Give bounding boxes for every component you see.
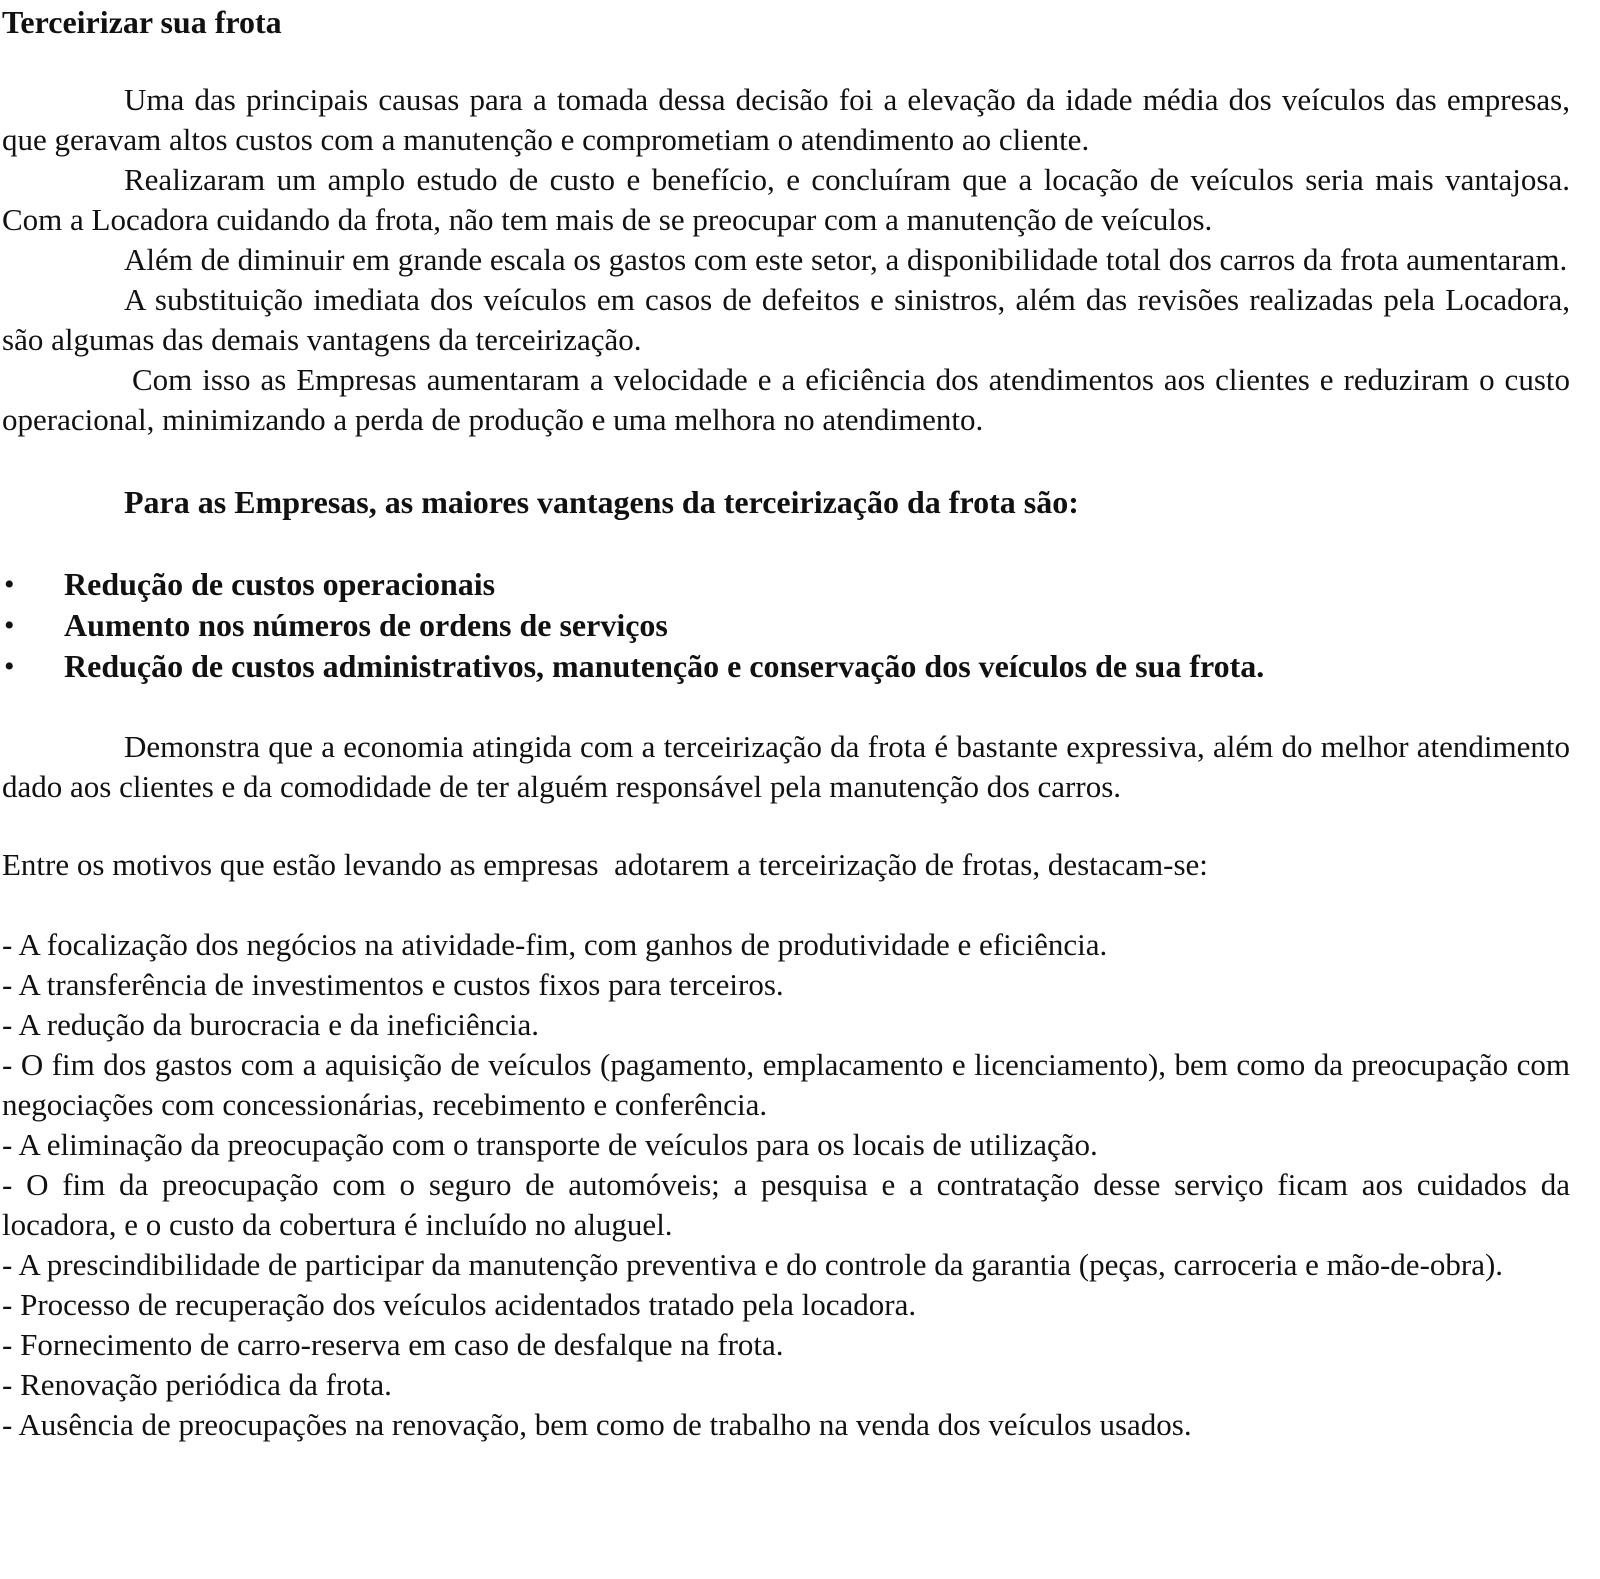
advantage-item (2, 564, 1570, 605)
intro-section (2, 80, 1570, 440)
motive-item: - A redução da burocracia e da ineficiência. (2, 1007, 540, 1042)
motives-intro: Entre os motivos que estão levando as empresas adotarem a terceirização de frotas, destacam-se: (2, 847, 1208, 882)
advantage-text: Redução de custos administrativos, manutenção e conservação dos veículos de sua frota. (64, 648, 1265, 684)
motive-item: - O fim da preocupação com o seguro de automóveis; a pesquisa e a contratação desse serviço ficam aos cuidados da locadora, e o custo da cobertura é incluído no aluguel. (2, 1167, 1570, 1242)
demonstration-paragraph: Demonstra que a economia atingida com a terceirização da frota é bastante expressiva, além do melhor atendimento dado aos clientes e da comodidade de ter alguém responsável pela manutenção dos carros. (2, 729, 1570, 804)
document-title: Terceirizar sua frota (2, 4, 282, 40)
motive-item: - Fornecimento de carro-reserva em caso de desfalque na frota. (2, 1327, 784, 1362)
bullet-icon: • (4, 609, 15, 642)
intro-paragraph: A substituição imediata dos veículos em casos de defeitos e sinistros, além das revisões realizadas pela Locadora, são algumas das demais vantagens da terceirização. (2, 282, 1570, 357)
motive-item: - A eliminação da preocupação com o transporte de veículos para os locais de utilização. (2, 1127, 1098, 1162)
advantages-list (2, 564, 1570, 687)
motive-item: - Ausência de preocupações na renovação, bem como de trabalho na venda dos veículos usados. (2, 1407, 1192, 1442)
intro-paragraph: Com isso as Empresas aumentaram a velocidade e a eficiência dos atendimentos aos clientes e reduziram o custo operacional, minimizando a perda de produção e uma melhora no atendimento. (2, 362, 1570, 437)
intro-paragraph: Uma das principais causas para a tomada dessa decisão foi a elevação da idade média dos veículos das empresas, que geravam altos custos com a manutenção e comprometiam o atendimento ao cliente. (2, 82, 1570, 157)
motives-list (2, 925, 1570, 1445)
advantages-heading: Para as Empresas, as maiores vantagens da terceirização da frota são: (124, 484, 1079, 520)
advantage-text: Aumento nos números de ordens de serviços (64, 607, 668, 643)
advantage-item (2, 605, 1570, 646)
motive-item: - A focalização dos negócios na atividade-fim, com ganhos de produtividade e eficiência. (2, 927, 1108, 962)
motive-item: - A transferência de investimentos e custos fixos para terceiros. (2, 967, 784, 1002)
motive-item: - Processo de recuperação dos veículos acidentados tratado pela locadora. (2, 1287, 917, 1322)
advantage-item (2, 646, 1570, 687)
bullet-icon: • (4, 568, 15, 601)
bullet-icon: • (4, 650, 15, 683)
intro-paragraph: Além de diminuir em grande escala os gastos com este setor, a disponibilidade total dos carros da frota aumentaram. (124, 242, 1568, 277)
motive-item: - A prescindibilidade de participar da manutenção preventiva e do controle da garantia (peças, carroceria e mão-de-obra). (2, 1247, 1504, 1282)
advantage-text: Redução de custos operacionais (64, 566, 496, 602)
motive-item: - Renovação periódica da frota. (2, 1367, 392, 1402)
intro-paragraph: Realizaram um amplo estudo de custo e benefício, e concluíram que a locação de veículos seria mais vantajosa. Com a Locadora cuidando da frota, não tem mais de se preocupar com a manutenção de veículos. (2, 162, 1570, 237)
motive-item: - O fim dos gastos com a aquisição de veículos (pagamento, emplacamento e licenciamento), bem como da preocupação com negociações com concessionárias, recebimento e conferência. (2, 1047, 1570, 1122)
